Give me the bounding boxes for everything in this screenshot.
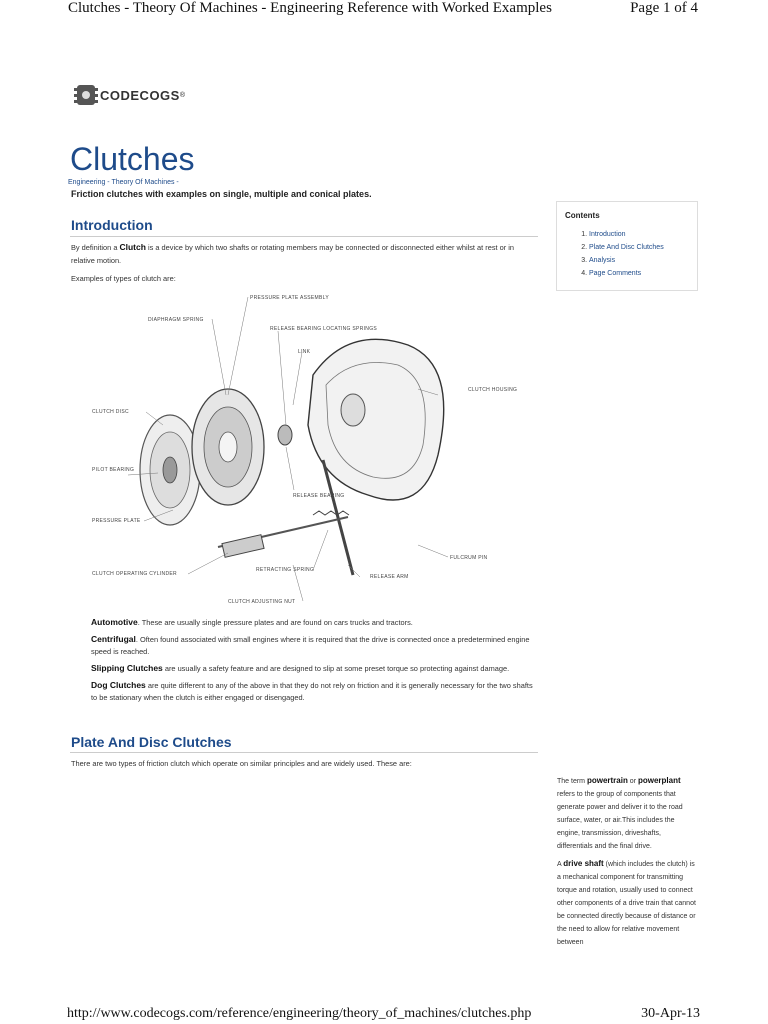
label-release-bearing: RELEASE BEARING bbox=[293, 493, 345, 499]
operating-cylinder-shape bbox=[222, 535, 264, 558]
list-item: Slipping Clutches are usually a safety feature and are designed to slip at some preset torque so protecting against damage. bbox=[91, 663, 510, 673]
contents-title: Contents bbox=[565, 211, 600, 220]
examples-intro: Examples of types of clutch are: bbox=[71, 274, 176, 283]
clutch-exploded-diagram bbox=[88, 285, 518, 610]
clutch-term: Clutch bbox=[119, 242, 146, 252]
divider bbox=[70, 752, 538, 753]
label-release-arm: RELEASE ARM bbox=[370, 574, 409, 580]
label-link: LINK bbox=[298, 349, 311, 355]
sidebar-powertrain-note: The term powertrain or powerplant refers to the group of components that generate power and deliver it to the road surface, water, or air.This includes the engine, transmission, driveshafts, differentials and the final drive. bbox=[557, 776, 683, 850]
page-title: Clutches bbox=[70, 141, 195, 177]
list-item: Automotive. These are usually single pressure plates and are found on cars trucks and tractors. bbox=[91, 617, 413, 627]
contents-item-page-comments[interactable]: 4. Page Comments bbox=[589, 267, 664, 280]
label-fulcrum-pin: FULCRUM PIN bbox=[450, 555, 488, 561]
release-bearing-shape bbox=[278, 425, 292, 445]
plate-disc-heading: Plate And Disc Clutches bbox=[71, 734, 232, 750]
logo-text: CODECOGS bbox=[100, 87, 180, 103]
label-retracting-spring: RETRACTING SPRING bbox=[256, 567, 315, 573]
contents-box bbox=[556, 201, 698, 291]
label-release-bearing-springs: RELEASE BEARING LOCATING SPRINGS bbox=[270, 326, 378, 332]
contents-item-plate-disc[interactable]: 2. Plate And Disc Clutches bbox=[589, 241, 664, 254]
label-pressure-plate-assembly: PRESSURE PLATE ASSEMBLY bbox=[250, 295, 329, 301]
introduction-heading: Introduction bbox=[71, 217, 153, 233]
plate-disc-paragraph: There are two types of friction clutch which operate on similar principles and are widely used. These are: bbox=[71, 759, 412, 768]
contents-list bbox=[565, 228, 664, 280]
page-subtitle: Friction clutches with examples on single, multiple and conical plates. bbox=[71, 189, 372, 199]
breadcrumb[interactable]: Engineering - Theory Of Machines - bbox=[68, 179, 179, 186]
label-clutch-housing: CLUTCH HOUSING bbox=[468, 387, 518, 393]
codecogs-logo[interactable] bbox=[74, 80, 185, 110]
sidebar-driveshaft-note: A drive shaft (which includes the clutch) is a mechanical component for transmitting torque and rotation, usually used to connect other components of a drive train that cannot be connected directly because of distance or the need to allow for relative movement between bbox=[557, 859, 696, 946]
footer-date: 30-Apr-13 bbox=[641, 1006, 700, 1021]
label-clutch-disc: CLUTCH DISC bbox=[92, 409, 129, 415]
label-clutch-operating-cylinder: CLUTCH OPERATING CYLINDER bbox=[92, 571, 177, 577]
label-pilot-bearing: PILOT BEARING bbox=[92, 467, 135, 473]
divider bbox=[70, 236, 538, 237]
label-diaphragm-spring: DIAPHRAGM SPRING bbox=[148, 317, 204, 323]
list-item: Centrifugal. Often found associated with small engines where it is required that the drive is connected once a predetermined engine speed is reached. bbox=[91, 634, 530, 656]
label-clutch-adjusting-nut: CLUTCH ADJUSTING NUT bbox=[228, 599, 296, 605]
gear-icon bbox=[74, 82, 98, 108]
footer-url: http://www.codecogs.com/reference/engineering/theory_of_machines/clutches.php bbox=[67, 1006, 532, 1021]
sidebar-note bbox=[557, 774, 697, 949]
intro-paragraph: By definition a Clutch is a device by which two shafts or rotating members may be connected or disconnected either whilst at rest or in relative motion. bbox=[71, 242, 515, 265]
contents-item-introduction[interactable]: 1. Introduction bbox=[589, 228, 664, 241]
label-pressure-plate: PRESSURE PLATE bbox=[92, 518, 141, 524]
logo-registered: ® bbox=[179, 91, 186, 99]
contents-item-analysis[interactable]: 3. Analysis bbox=[589, 254, 664, 267]
page-header-title: Clutches - Theory Of Machines - Engineering Reference with Worked Examples bbox=[68, 0, 552, 16]
page-number: Page 1 of 4 bbox=[630, 0, 698, 16]
list-item: Dog Clutches are quite different to any of the above in that they do not rely on friction and it is generally necessary for the two shafts to be stationary when the clutch is either engaged or disengaged. bbox=[91, 680, 533, 702]
clutch-types-list bbox=[91, 616, 539, 708]
